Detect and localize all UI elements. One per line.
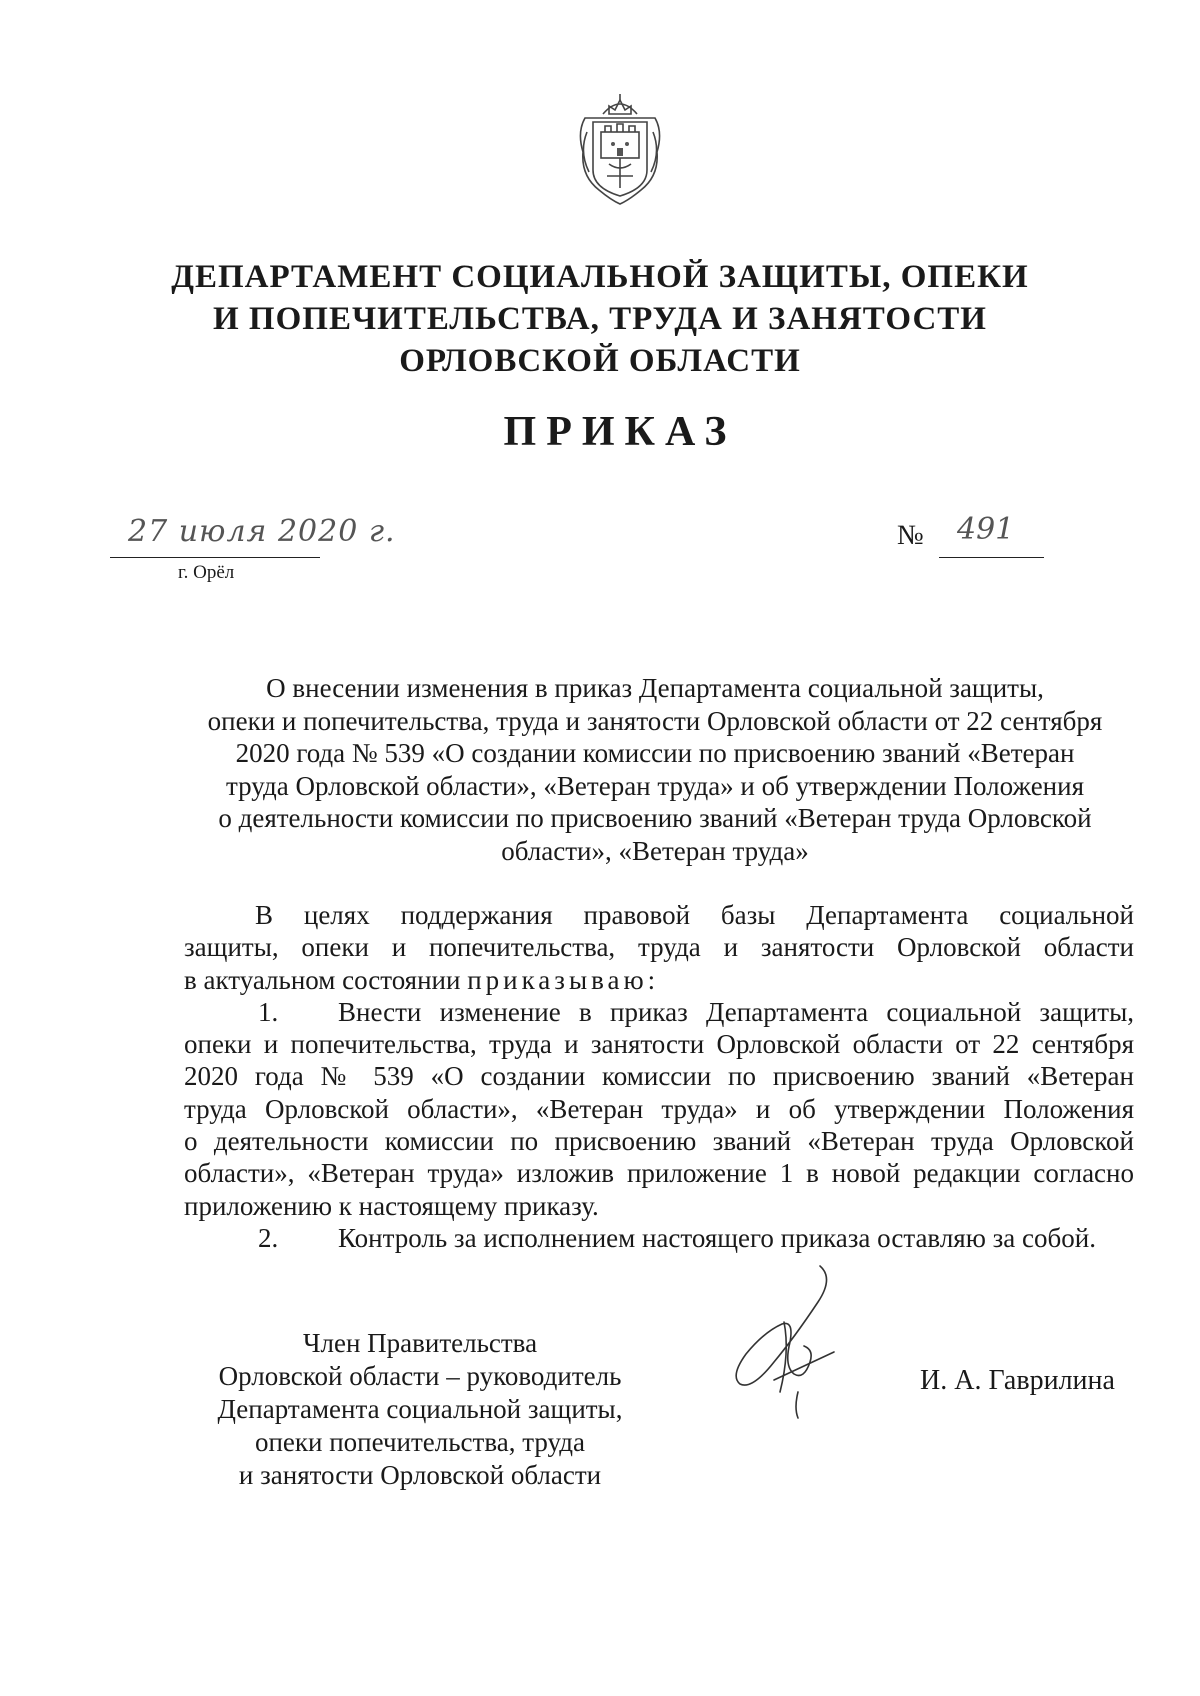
subject-line: О внесении изменения в приказ Департамента социальной защиты,: [266, 673, 1044, 703]
body-line: 2020 года № 539 «О создании комиссии по присвоению званий «Ветеран: [184, 1061, 1134, 1092]
item-number: 1.: [258, 996, 279, 1027]
position-line: опеки попечительства, труда: [254, 1427, 585, 1457]
item-1-first-line: [184, 996, 1134, 1028]
intro-suffix: :: [647, 964, 656, 995]
item-text: Контроль за исполнением настоящего приказа оставляю за собой.: [338, 1222, 1096, 1253]
item-number: 2.: [258, 1222, 279, 1253]
intro-prefix: в актуальном состоянии: [184, 964, 468, 995]
item-2-line: [184, 1222, 1134, 1254]
subject-line: опеки и попечительства, труда и занятости Орловской области от 22 сентября: [207, 705, 1103, 736]
body-line: приложению к настоящему приказу.: [184, 1190, 599, 1221]
dept-line: ДЕПАРТАМЕНТ СОЦИАЛЬНОЙ ЗАЩИТЫ, ОПЕКИ: [171, 259, 1029, 295]
order-verb: приказываю: [467, 964, 648, 995]
dept-line: И ПОПЕЧИТЕЛЬСТВА, ТРУДА И ЗАНЯТОСТИ: [213, 301, 987, 337]
position-line: Департамента социальной защиты,: [217, 1394, 623, 1424]
body-line: В целях поддержания правовой базы Департамента социальной: [255, 900, 1134, 930]
body-line: труда Орловской области», «Ветеран труда» и об утверждении Положения: [184, 1093, 1134, 1124]
handwritten-signature-icon: [724, 1262, 854, 1422]
signer-name: И. А. Гаврилина: [920, 1365, 1115, 1396]
coat-of-arms-icon: [573, 92, 667, 206]
department-title: [130, 256, 1070, 382]
dept-line: ОРЛОВСКОЙ ОБЛАСТИ: [399, 343, 801, 379]
number-underline: [939, 557, 1044, 558]
body-line: [184, 964, 1134, 996]
handwritten-date: 27 июля 2020 г.: [128, 514, 396, 549]
item-text: Внести изменение в приказ Департамента социальной защиты,: [338, 996, 1134, 1027]
order-subject: [180, 672, 1130, 867]
body-line: опеки и попечительства, труда и занятости Орловской области от 22 сентября: [184, 1029, 1134, 1060]
subject-line: труда Орловской области», «Ветеран труда» и об утверждении Положения: [225, 770, 1084, 801]
position-line: и занятости Орловской области: [238, 1460, 602, 1490]
number-block: [897, 512, 1047, 566]
signer-position: [180, 1327, 660, 1492]
position-line: Член Правительства: [302, 1328, 538, 1358]
body-line: области», «Ветеран труда» изложив приложение 1 в новой редакции согласно: [184, 1158, 1134, 1189]
subject-line: 2020 года № 539 «О создании комиссии по присвоению званий «Ветеран: [235, 738, 1075, 768]
subject-line: о деятельности комиссии по присвоению званий «Ветеран труда Орловской: [218, 803, 1092, 833]
number-sign: №: [897, 520, 924, 551]
handwritten-number: 491: [957, 512, 1015, 547]
body-line: защиты, опеки и попечительства, труда и занятости Орловской области: [184, 932, 1134, 963]
subject-line: области», «Ветеран труда»: [501, 835, 809, 866]
city-label: г. Орёл: [178, 562, 235, 583]
document-type: ПРИКАЗ: [503, 409, 737, 455]
position-line: Орловской области – руководитель: [218, 1361, 622, 1391]
date-underline: [110, 557, 320, 558]
body-line: о деятельности комиссии по присвоению званий «Ветеран труда Орловской: [184, 1126, 1134, 1157]
order-body: [184, 899, 1134, 1254]
